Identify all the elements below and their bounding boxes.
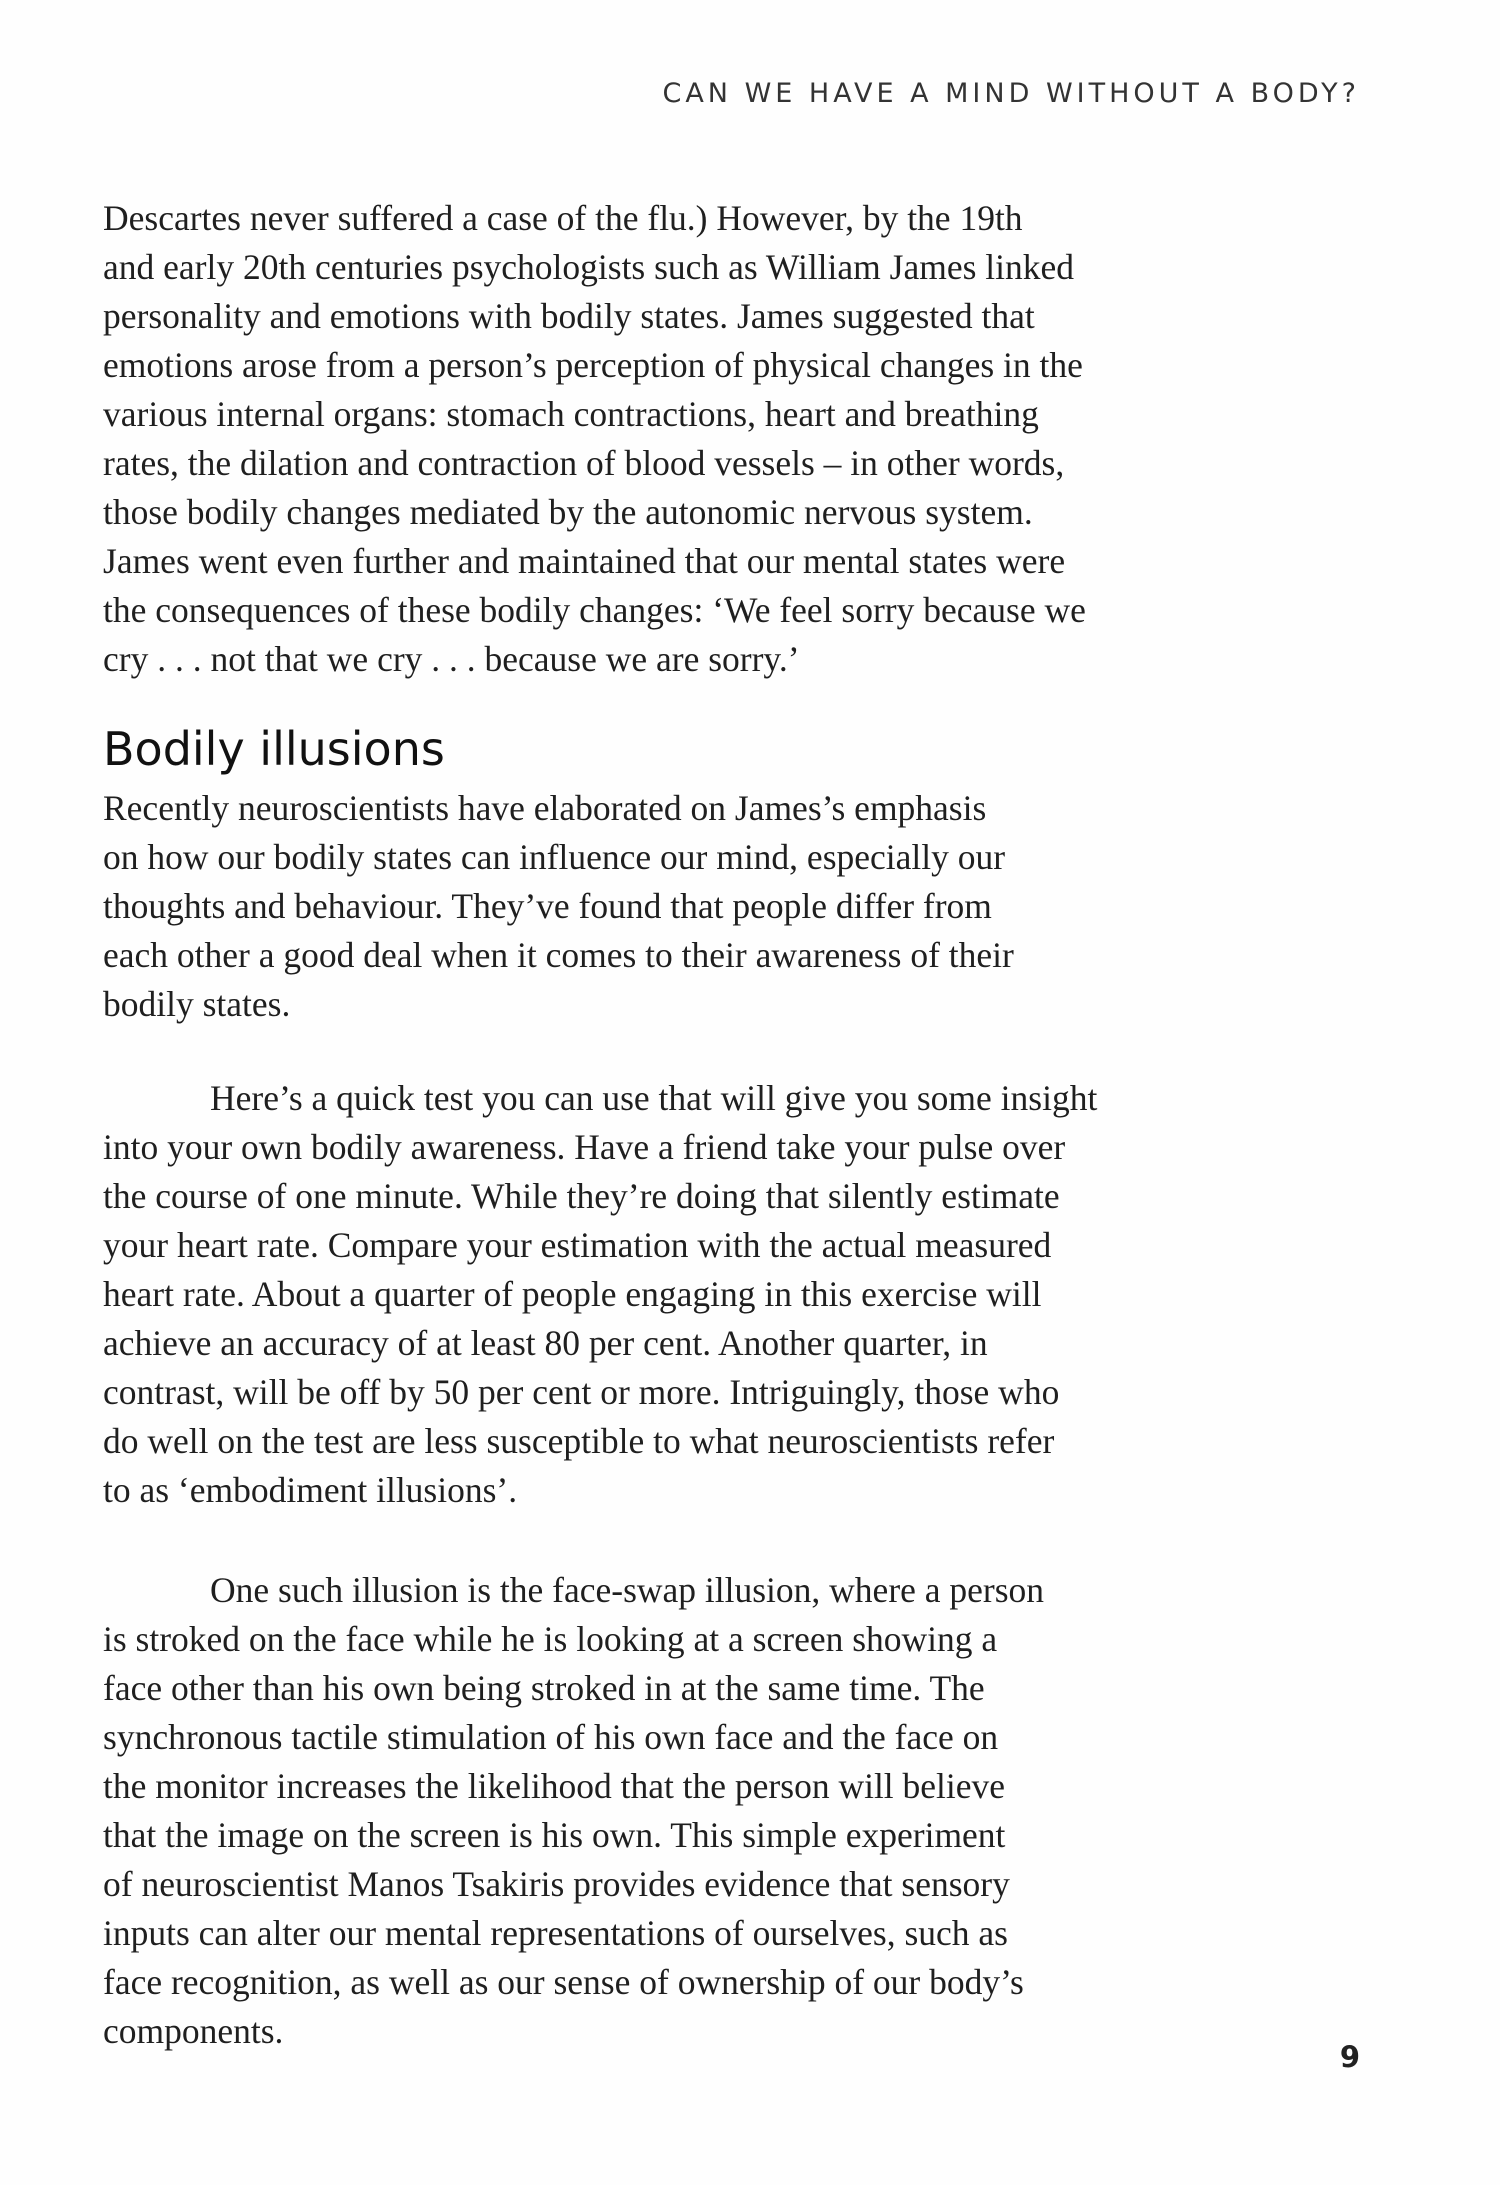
text-line: cry . . . not that we cry . . . because we are sorry.’ — [103, 639, 800, 679]
text-line: to as ‘embodiment illusions’. — [103, 1470, 518, 1510]
text-line: of neuroscientist Manos Tsakiris provides evidence that sensory — [103, 1864, 1010, 1904]
text-line: and early 20th centuries psychologists such as William James linked — [103, 247, 1075, 287]
text-line: heart rate. About a quarter of people engaging in this exercise will — [103, 1274, 1042, 1314]
paragraph-4 — [103, 1566, 1223, 2056]
text-line: various internal organs: stomach contractions, heart and breathing — [103, 394, 1039, 434]
text-line: components. — [103, 2011, 284, 2051]
page-number: 9 — [1339, 2040, 1360, 2074]
text-line: face other than his own being stroked in at the same time. The — [103, 1668, 985, 1708]
text-line: those bodily changes mediated by the autonomic nervous system. — [103, 492, 1033, 532]
text-line: One such illusion is the face-swap illusion, where a person — [210, 1570, 1045, 1610]
text-line: the consequences of these bodily changes: ‘We feel sorry because we — [103, 590, 1086, 630]
text-line: bodily states. — [103, 984, 291, 1024]
text-line: James went even further and maintained that our mental states were — [103, 541, 1066, 581]
running-head: CAN WE HAVE A MIND WITHOUT A BODY? — [662, 78, 1360, 109]
text-line: Recently neuroscientists have elaborated on James’s emphasis — [103, 788, 987, 828]
text-line: thoughts and behaviour. They’ve found that people differ from — [103, 886, 992, 926]
text-line: is stroked on the face while he is looking at a screen showing a — [103, 1619, 998, 1659]
text-line: emotions arose from a person’s perception of physical changes in the — [103, 345, 1083, 385]
paragraph-3 — [103, 1074, 1223, 1515]
text-line: Here’s a quick test you can use that will give you some insight — [210, 1078, 1098, 1118]
text-line: that the image on the screen is his own. This simple experiment — [103, 1815, 1006, 1855]
paragraph-1 — [103, 194, 1223, 684]
paragraph-2 — [103, 784, 1223, 1029]
text-line: do well on the test are less susceptible to what neuroscientists refer — [103, 1421, 1055, 1461]
text-line: Descartes never suffered a case of the flu.) However, by the 19th — [103, 198, 1023, 238]
text-line: face recognition, as well as our sense of ownership of our body’s — [103, 1962, 1024, 2002]
text-line: contrast, will be off by 50 per cent or more. Intriguingly, those who — [103, 1372, 1060, 1412]
text-line: your heart rate. Compare your estimation with the actual measured — [103, 1225, 1052, 1265]
text-line: the course of one minute. While they’re doing that silently estimate — [103, 1176, 1060, 1216]
text-line: inputs can alter our mental representations of ourselves, such as — [103, 1913, 1008, 1953]
text-line: rates, the dilation and contraction of blood vessels – in other words, — [103, 443, 1065, 483]
text-line: personality and emotions with bodily states. James suggested that — [103, 296, 1035, 336]
text-line: synchronous tactile stimulation of his own face and the face on — [103, 1717, 999, 1757]
text-line: achieve an accuracy of at least 80 per cent. Another quarter, in — [103, 1323, 988, 1363]
section-heading: Bodily illusions — [103, 722, 445, 776]
text-line: the monitor increases the likelihood that the person will believe — [103, 1766, 1006, 1806]
text-line: into your own bodily awareness. Have a friend take your pulse over — [103, 1127, 1066, 1167]
text-line: each other a good deal when it comes to their awareness of their — [103, 935, 1014, 975]
text-line: on how our bodily states can influence our mind, especially our — [103, 837, 1006, 877]
